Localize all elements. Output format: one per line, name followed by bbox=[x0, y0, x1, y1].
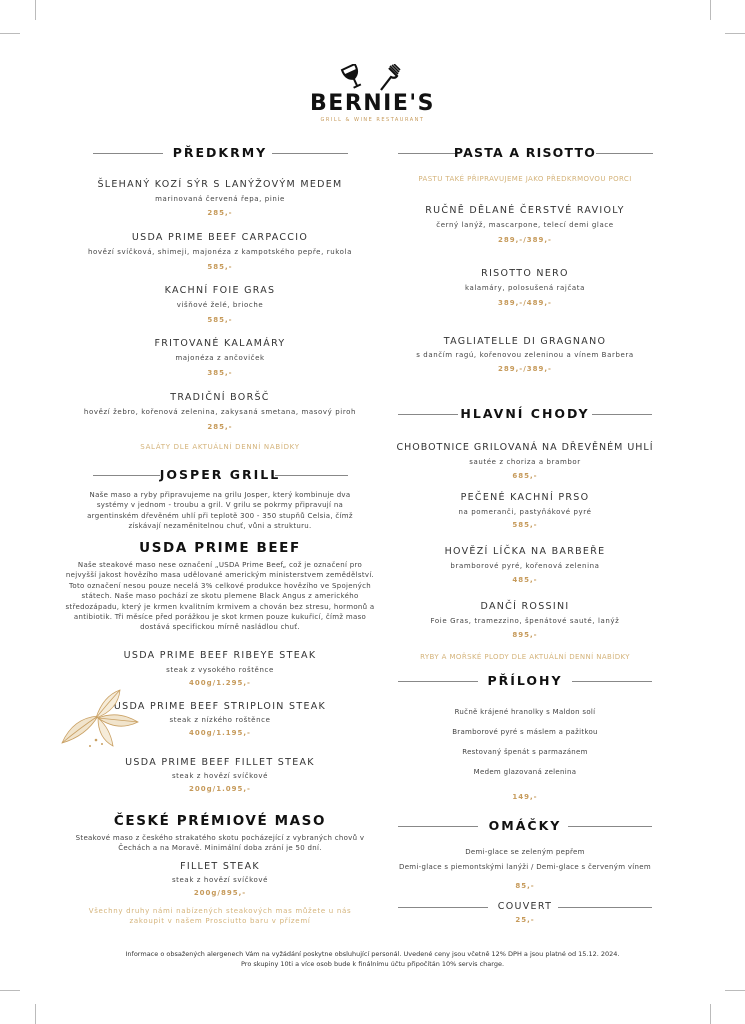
leaf-illustration bbox=[58, 688, 143, 750]
menu-item-desc: černý lanýž, mascarpone, telecí demi glace bbox=[436, 221, 614, 229]
menu-item-price: 585,- bbox=[207, 263, 233, 271]
crop-mark bbox=[725, 33, 745, 34]
section-note: PASTU TAKÉ PŘIPRAVUJEME JAKO PŘEDKRMOVOU PORCI bbox=[418, 175, 632, 183]
section-description: Steakové maso z českého strakatého skotu pocházející z vybraných chovů v Čechách a na Moravě. Minimální doba zrání je 50 dní. bbox=[75, 834, 365, 853]
crop-mark bbox=[710, 1004, 711, 1024]
menu-item-price: 289,-/389,- bbox=[498, 236, 552, 244]
menu-item-desc: hovězí svíčková, shimeji, majonéza z kampotského pepře, rukola bbox=[88, 248, 352, 256]
menu-item-name: USDA PRIME BEEF CARPACCIO bbox=[131, 232, 309, 243]
menu-item-desc: hovězí žebro, kořenová zelenina, zakysaná smetana, masový piroh bbox=[83, 408, 357, 416]
menu-item-price: 389,-/489,- bbox=[498, 299, 552, 307]
section-title-couvert: COUVERT bbox=[497, 901, 553, 912]
side-item: Bramborové pyré s máslem a pažitkou bbox=[452, 728, 598, 736]
menu-item-price: 400g/1.295,- bbox=[189, 679, 251, 687]
menu-item-price: 485,- bbox=[512, 576, 538, 584]
section-title-sauces: OMÁČKY bbox=[488, 818, 562, 833]
menu-item-name: KACHNÍ FOIE GRAS bbox=[164, 285, 276, 296]
menu-item-desc: kalamáry, polosušená rajčata bbox=[464, 284, 586, 292]
footer-service-charge: Pro skupiny 10ti a více osob bude k finálnímu účtu připočítán 10% servis charge. bbox=[240, 960, 505, 968]
menu-item-desc: sautée z choriza a brambor bbox=[469, 458, 581, 466]
crop-mark bbox=[0, 33, 20, 34]
menu-item-name: RUČNĚ DĚLANÉ ČERSTVÉ RAVIOLY bbox=[425, 205, 625, 216]
footer-allergen-info: Informace o obsažených alergenech Vám na vyžádání poskytne obsluhující personál. Uvedené ceny jsou včetně 12% DPH a jsou platné od 15.12. 2024. bbox=[125, 950, 620, 958]
section-note: RYBY A MOŘSKÉ PLODY DLE AKTUÁLNÍ DENNÍ NABÍDKY bbox=[420, 653, 630, 661]
menu-item-name: FILLET STEAK bbox=[180, 861, 260, 872]
menu-item-name: PEČENÉ KACHNÍ PRSO bbox=[460, 492, 590, 503]
sauce-item: Demi-glace s piemontskými lanýži / Demi-glace s červeným vínem bbox=[399, 863, 651, 871]
menu-item-price: 685,- bbox=[512, 472, 538, 480]
menu-item-price: 200g/1.095,- bbox=[189, 785, 251, 793]
menu-item-name: RISOTTO NERO bbox=[481, 268, 569, 279]
brand-name: BERNIE'S bbox=[310, 91, 435, 116]
menu-item-price: 895,- bbox=[512, 631, 538, 639]
section-description: Naše steakové maso nese označení „USDA Prime Beef„ což je označení pro nejvyšší jakost hovězího masa udělované americkým ministerstvem zemědělství. Toto označení nesou pouze necelá 3% celkové produkce hovězího ve Spojených státech. Naše maso pochází ze skotu plemene Black Angus z amerického středozápadu, který je krmen kvalitním krmivem a chován bez stresu, hormonů a antibiotik. Tři měsíce před porážkou je skot krmen pouze kukuřicí, čímž maso dostává specifickou mírně nasládlou chuť. bbox=[65, 561, 375, 632]
section-title-pasta: PASTA A RISOTTO bbox=[453, 145, 597, 160]
side-item: Medem glazovaná zelenina bbox=[473, 768, 577, 776]
section-note: Všechny druhy námi nabízených steakových mas můžete u nás zakoupit v našem Prosciutto baru v přízemí bbox=[88, 907, 352, 925]
section-title-czech: ČESKÉ PRÉMIOVÉ MASO bbox=[113, 813, 327, 829]
section-description: Naše maso a ryby připravujeme na grilu Josper, který kombinuje dva systémy v jednom - troubu a gril. V grilu se pokrmy připravují na argentinském dřevěném uhlí při teplotě 300 - 350 stupňů Celsia, čímž získávají nezaměnitelnou chuť, vůni a strukturu. bbox=[87, 491, 353, 531]
menu-item-name: CHOBOTNICE GRILOVANÁ NA DŘEVĚNÉM UHLÍ bbox=[396, 442, 654, 453]
menu-item-desc: na pomeranči, pastyňákové pyré bbox=[458, 508, 592, 516]
menu-item-desc: steak z vysokého roštěnce bbox=[166, 666, 274, 674]
menu-item-name: HOVĚZÍ LÍČKA NA BARBEŘE bbox=[444, 546, 606, 557]
left-column bbox=[60, 0, 380, 1024]
menu-item-name: ŠLEHANÝ KOZÍ SÝR S LANÝŽOVÝM MEDEM bbox=[97, 179, 343, 190]
menu-item-desc: Foie Gras, tramezzino, špenátové sauté, lanýž bbox=[430, 617, 620, 625]
section-title-mains: HLAVNÍ CHODY bbox=[460, 406, 590, 421]
section-title-starters: PŘEDKRMY bbox=[172, 145, 268, 160]
menu-item-price: 289,-/389,- bbox=[498, 365, 552, 373]
side-item: Ručně krájené hranolky s Maldon solí bbox=[454, 708, 596, 716]
menu-item-desc: višňové želé, brioche bbox=[176, 301, 264, 309]
menu-item-desc: steak z nízkého roštěnce bbox=[169, 716, 271, 724]
crop-mark bbox=[710, 0, 711, 20]
section-title-sides: PŘÍLOHY bbox=[487, 673, 563, 688]
crop-mark bbox=[725, 990, 745, 991]
menu-item-price: 385,- bbox=[207, 369, 233, 377]
menu-item-name: TRADIČNÍ BORŠČ bbox=[170, 392, 270, 403]
menu-item-desc: steak z hovězí svíčkové bbox=[171, 876, 269, 884]
menu-item-name: DANČÍ ROSSINI bbox=[480, 601, 570, 612]
side-item: Restovaný špenát s parmazánem bbox=[462, 748, 588, 756]
menu-item-name: USDA PRIME BEEF FILLET STEAK bbox=[125, 757, 315, 768]
sauces-price: 85,- bbox=[515, 882, 535, 890]
section-note: SALÁTY DLE AKTUÁLNÍ DENNÍ NABÍDKY bbox=[140, 443, 300, 451]
menu-item-price: 285,- bbox=[207, 209, 233, 217]
menu-item-desc: majonéza z ančoviček bbox=[175, 354, 265, 362]
menu-item-desc: steak z hovězí svíčkové bbox=[171, 772, 269, 780]
menu-item-price: 585,- bbox=[512, 521, 538, 529]
menu-item-desc: marinovaná červená řepa, pinie bbox=[155, 195, 285, 203]
menu-item-price: 400g/1.195,- bbox=[189, 729, 251, 737]
menu-item-price: 585,- bbox=[207, 316, 233, 324]
menu-item-name: FRITOVANÉ KALAMÁRY bbox=[154, 338, 286, 349]
menu-item-name: USDA PRIME BEEF RIBEYE STEAK bbox=[123, 650, 317, 661]
crop-mark bbox=[0, 990, 20, 991]
right-column bbox=[395, 0, 655, 1024]
menu-item-name: USDA PRIME BEEF STRIPLOIN STEAK bbox=[113, 701, 327, 712]
section-title-usda: USDA PRIME BEEF bbox=[139, 540, 301, 556]
crop-mark bbox=[35, 1004, 36, 1024]
menu-item-price: 200g/895,- bbox=[193, 889, 247, 897]
menu-item-desc: s dančím ragú, kořenovou zeleninou a vínem Barbera bbox=[416, 351, 634, 359]
menu-item-name: TAGLIATELLE DI GRAGNANO bbox=[443, 336, 607, 347]
brand-tagline: GRILL & WINE RESTAURANT bbox=[320, 117, 425, 123]
section-title-josper: JOSPER GRILL bbox=[159, 467, 281, 482]
sauce-item: Demi-glace se zeleným pepřem bbox=[465, 848, 585, 856]
menu-item-desc: bramborové pyré, kořenová zelenina bbox=[450, 562, 600, 570]
sides-price: 149,- bbox=[512, 793, 538, 801]
couvert-price: 25,- bbox=[515, 916, 535, 924]
menu-item-price: 285,- bbox=[207, 423, 233, 431]
crop-mark bbox=[35, 0, 36, 20]
